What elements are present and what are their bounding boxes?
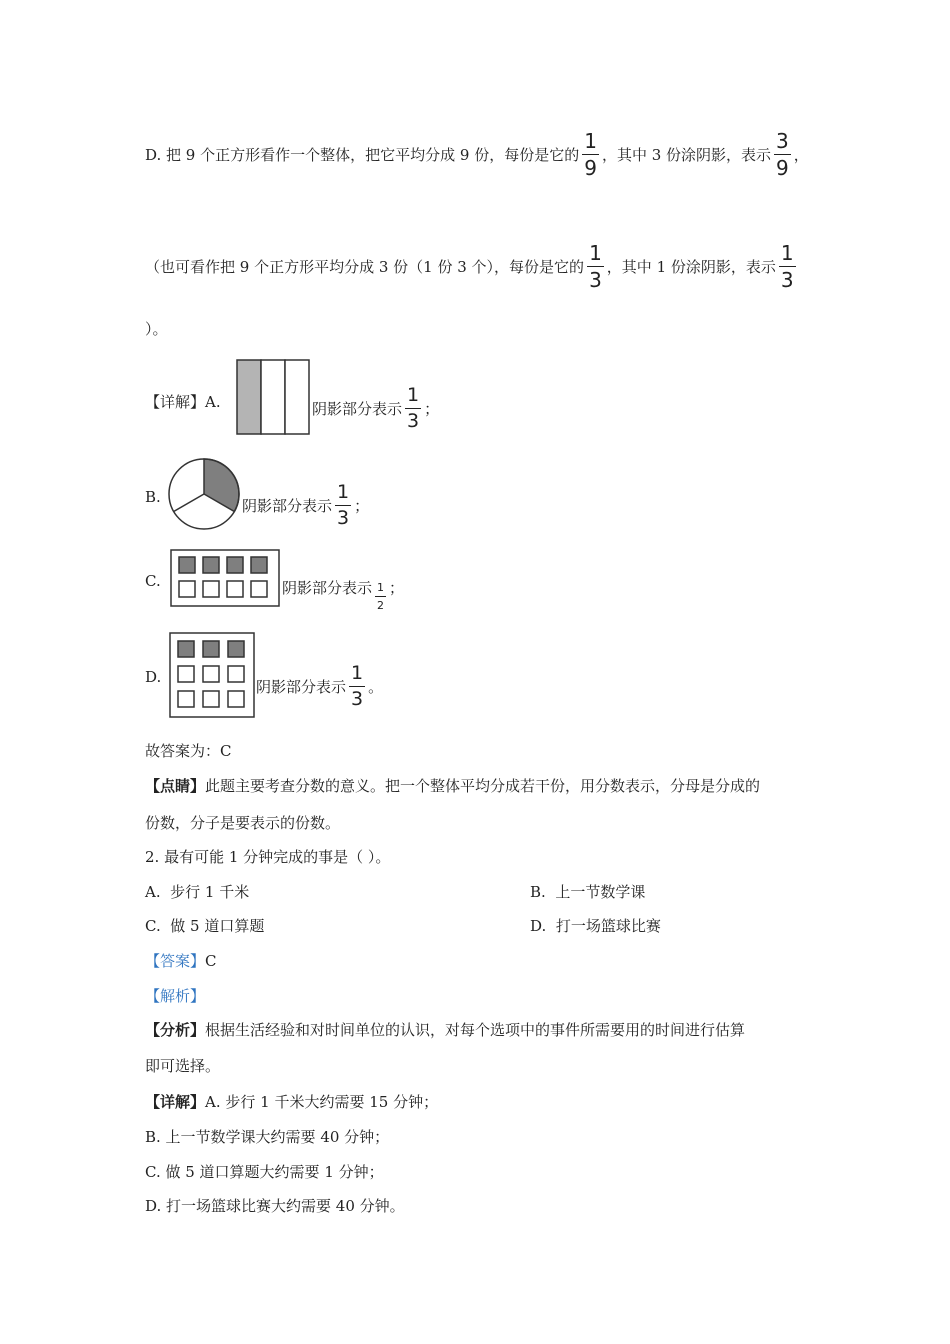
question2-answer: 【答案】C (145, 952, 217, 970)
square (179, 581, 195, 597)
question2-option-b: B. 上一节数学课 (530, 883, 646, 901)
question2-option-d: D. 打一场篮球比赛 (530, 917, 661, 935)
shaded-square (228, 641, 244, 657)
fenxi-line2: 即可选择。 (145, 1057, 221, 1075)
detail-tag: 【详解】 (145, 1093, 206, 1111)
fenxi-tag: 【分析】 (145, 1021, 206, 1039)
question2-option-a: A. 步行 1 千米 (145, 883, 250, 901)
explanation-d-line2-b: ，其中 1 份涂阴影，表示 (606, 257, 776, 276)
shaded-square (203, 557, 219, 573)
fraction: $\frac{1}{3}$ (407, 383, 420, 432)
answer-tag: 【答案】 (145, 952, 206, 970)
comment-line1: 【点睛】此题主要考查分数的意义。把一个整体平均分成若干份，用分数表示，分母是分成的 (145, 777, 761, 795)
detail-c-label: C. (145, 572, 161, 590)
fraction: $\frac{1}{2}$ (377, 580, 385, 612)
fraction: $\frac{1}{3}$ (337, 480, 350, 529)
shaded-square (227, 557, 243, 573)
q2-detail-line2: B. 上一节数学课大约需要 40 分钟； (145, 1128, 390, 1146)
figure-d-squares (169, 632, 255, 718)
detail-b-label: B. (145, 488, 161, 506)
answer-line: 故答案为：C (145, 742, 232, 760)
explanation-d-line2 (145, 240, 799, 292)
explanation-d-line2-a: （也可看作把 9 个正方形平均分成 3 份（1 份 3 个），每份是它的 (145, 257, 585, 276)
square (251, 581, 267, 597)
question2-option-c: C. 做 5 道口算题 (145, 917, 265, 935)
detail-d-text: 阴影部分表示 $\frac{1}{3}$ 。 (256, 661, 384, 710)
figure-c-squares (170, 549, 280, 607)
detail-d-label: D. (145, 668, 162, 686)
q2-detail-line3: C. 做 5 道口算题大约需要 1 分钟； (145, 1163, 384, 1181)
question2-stem: 2. 最有可能 1 分钟完成的事是（ ）。 (145, 848, 391, 866)
square (178, 691, 194, 707)
figure-b-shaded-sector (204, 459, 239, 512)
fraction: $\frac{1}{3}$ (589, 240, 602, 292)
explanation-d-line1-b: ，其中 3 份涂阴影，表示 (601, 145, 772, 164)
detail-prefix: 【详解】A. (145, 393, 221, 411)
comment-tag: 【点睛】 (145, 777, 206, 795)
figure-a-shaded-part (237, 360, 261, 434)
q2-detail-line4: D. 打一场篮球比赛大约需要 40 分钟。 (145, 1197, 405, 1215)
fenxi-line1: 【分析】根据生活经验和对时间单位的认识，对每个选项中的事件所需要用的时间进行估算 (145, 1021, 746, 1039)
square (203, 691, 219, 707)
explanation-d-line3: ）。 (145, 320, 168, 338)
detail-a-text: 阴影部分表示 $\frac{1}{3}$ ； (312, 383, 440, 432)
square (203, 581, 219, 597)
shaded-square (179, 557, 195, 573)
explanation-d-line1 (145, 128, 809, 180)
fraction: $\frac{1}{3}$ (780, 240, 794, 292)
shaded-square (251, 557, 267, 573)
fraction: $\frac{1}{3}$ (351, 661, 364, 710)
q2-detail-line1: 【详解】A. 步行 1 千米大约需要 15 分钟； (145, 1093, 439, 1111)
square (178, 666, 194, 682)
explanation-d-line1-c: ， (793, 145, 809, 164)
fraction: $\frac{3}{9}$ (776, 128, 789, 180)
detail-c-text: 阴影部分表示 $\frac{1}{2}$ ； (282, 578, 405, 612)
detail-b-text: 阴影部分表示 $\frac{1}{3}$ ； (242, 480, 370, 529)
shaded-square (203, 641, 219, 657)
figure-a-part (285, 360, 309, 434)
square (228, 691, 244, 707)
analysis-tag: 【解析】 (145, 987, 206, 1005)
square (228, 666, 244, 682)
fraction: $\frac{1}{9}$ (584, 128, 597, 180)
shaded-square (178, 641, 194, 657)
figure-b-circle (168, 458, 242, 532)
square (203, 666, 219, 682)
comment-line2: 份数，分子是要表示的份数。 (145, 814, 341, 832)
figure-a-part (261, 360, 285, 434)
figure-a-rectangle (236, 359, 310, 435)
explanation-d-line1-a: D. 把 9 个正方形看作一个整体，把它平均分成 9 份，每份是它的 (145, 145, 580, 164)
square (227, 581, 243, 597)
